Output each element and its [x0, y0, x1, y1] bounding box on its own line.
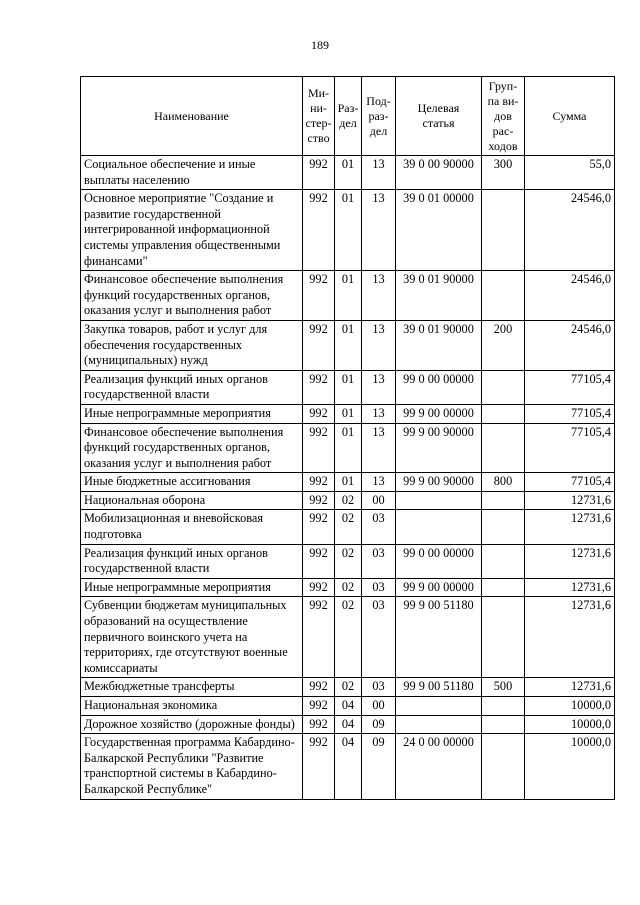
- cell-ministry: 992: [303, 190, 335, 271]
- cell-section: 02: [335, 597, 362, 678]
- cell-target: 99 9 00 90000: [396, 423, 482, 473]
- cell-name: Основное мероприятие "Создание и развитие государственной интегрированной информационной системы управления общественными финансами": [81, 190, 303, 271]
- cell-name: Межбюджетные трансферты: [81, 678, 303, 697]
- cell-target: 39 0 01 90000: [396, 271, 482, 321]
- cell-amount: 24546,0: [525, 320, 615, 370]
- cell-amount: 12731,6: [525, 510, 615, 544]
- cell-subsection: 13: [362, 156, 396, 190]
- cell-target: 99 0 00 00000: [396, 370, 482, 404]
- cell-expense-group: 200: [482, 320, 525, 370]
- cell-expense-group: [482, 578, 525, 597]
- cell-subsection: 03: [362, 544, 396, 578]
- table-row: [81, 271, 615, 321]
- cell-target: 39 0 00 90000: [396, 156, 482, 190]
- cell-ministry: 992: [303, 404, 335, 423]
- table-row: [81, 491, 615, 510]
- header-expense-group: [482, 77, 525, 156]
- cell-section: 02: [335, 678, 362, 697]
- cell-ministry: 992: [303, 473, 335, 492]
- cell-subsection: 03: [362, 597, 396, 678]
- cell-expense-group: [482, 715, 525, 734]
- header-subsection: [362, 77, 396, 156]
- cell-name: Национальная экономика: [81, 697, 303, 716]
- cell-section: 01: [335, 423, 362, 473]
- cell-ministry: 992: [303, 156, 335, 190]
- cell-name: Мобилизационная и вневойсковая подготовка: [81, 510, 303, 544]
- cell-target: [396, 715, 482, 734]
- cell-ministry: 992: [303, 578, 335, 597]
- header-section: [335, 77, 362, 156]
- cell-ministry: 992: [303, 320, 335, 370]
- cell-expense-group: [482, 734, 525, 799]
- cell-target: 99 9 00 00000: [396, 404, 482, 423]
- cell-target: 99 9 00 51180: [396, 678, 482, 697]
- cell-amount: 24546,0: [525, 190, 615, 271]
- cell-target: 99 0 00 00000: [396, 544, 482, 578]
- cell-section: 01: [335, 370, 362, 404]
- cell-subsection: 00: [362, 697, 396, 716]
- cell-expense-group: [482, 510, 525, 544]
- table-row: [81, 597, 615, 678]
- cell-name: Национальная оборона: [81, 491, 303, 510]
- cell-section: 02: [335, 510, 362, 544]
- cell-ministry: 992: [303, 370, 335, 404]
- cell-subsection: 13: [362, 271, 396, 321]
- cell-subsection: 09: [362, 715, 396, 734]
- table-row: [81, 370, 615, 404]
- cell-amount: 77105,4: [525, 370, 615, 404]
- cell-name: Финансовое обеспечение выполнения функций государственных органов, оказания услуг и выполнения работ: [81, 271, 303, 321]
- cell-target: 39 0 01 00000: [396, 190, 482, 271]
- cell-expense-group: [482, 370, 525, 404]
- table-row: [81, 578, 615, 597]
- table-row: [81, 697, 615, 716]
- cell-section: 01: [335, 473, 362, 492]
- cell-ministry: 992: [303, 491, 335, 510]
- cell-name: Закупка товаров, работ и услуг для обеспечения государственных (муниципальных) нужд: [81, 320, 303, 370]
- header-ministry-text: Ми- ни- стер- ство: [305, 86, 332, 145]
- cell-target: [396, 510, 482, 544]
- table-row: [81, 156, 615, 190]
- cell-name: Иные бюджетные ассигнования: [81, 473, 303, 492]
- cell-target: 24 0 00 00000: [396, 734, 482, 799]
- cell-name: Иные непрограммные мероприятия: [81, 578, 303, 597]
- cell-subsection: 13: [362, 404, 396, 423]
- header-name-text: Наименование: [154, 108, 229, 123]
- header-name: [81, 77, 303, 156]
- cell-ministry: 992: [303, 678, 335, 697]
- cell-section: 01: [335, 320, 362, 370]
- cell-section: 01: [335, 404, 362, 423]
- cell-subsection: 13: [362, 370, 396, 404]
- cell-subsection: 13: [362, 320, 396, 370]
- cell-expense-group: 300: [482, 156, 525, 190]
- cell-ministry: 992: [303, 271, 335, 321]
- cell-amount: 12731,6: [525, 491, 615, 510]
- cell-amount: 77105,4: [525, 404, 615, 423]
- cell-amount: 10000,0: [525, 715, 615, 734]
- budget-table: [80, 76, 615, 800]
- page-number: 189: [311, 38, 329, 52]
- cell-name: Реализация функций иных органов государственной власти: [81, 544, 303, 578]
- cell-target: 99 9 00 00000: [396, 578, 482, 597]
- cell-subsection: 13: [362, 190, 396, 271]
- cell-section: 04: [335, 697, 362, 716]
- table-row: [81, 715, 615, 734]
- table-row: [81, 423, 615, 473]
- table-row: [81, 190, 615, 271]
- header-row: [81, 77, 615, 156]
- header-target-text: Целевая статья: [417, 101, 460, 130]
- cell-name: Дорожное хозяйство (дорожные фонды): [81, 715, 303, 734]
- cell-name: Иные непрограммные мероприятия: [81, 404, 303, 423]
- cell-expense-group: [482, 491, 525, 510]
- table-row: [81, 320, 615, 370]
- cell-amount: 10000,0: [525, 697, 615, 716]
- header-target: [396, 77, 482, 156]
- cell-subsection: 03: [362, 678, 396, 697]
- cell-ministry: 992: [303, 734, 335, 799]
- cell-target: [396, 491, 482, 510]
- cell-target: 99 9 00 90000: [396, 473, 482, 492]
- header-amount-text: Сумма: [552, 108, 587, 123]
- cell-expense-group: [482, 544, 525, 578]
- cell-section: 01: [335, 156, 362, 190]
- cell-amount: 12731,6: [525, 678, 615, 697]
- cell-name: Реализация функций иных органов государственной власти: [81, 370, 303, 404]
- cell-name: Субвенции бюджетам муниципальных образований на осуществление первичного воинского учета на территориях, где отсутствуют военные комиссариаты: [81, 597, 303, 678]
- table-row: [81, 404, 615, 423]
- table-row: [81, 510, 615, 544]
- cell-expense-group: 500: [482, 678, 525, 697]
- table-row: [81, 734, 615, 799]
- cell-subsection: 09: [362, 734, 396, 799]
- cell-section: 01: [335, 271, 362, 321]
- cell-section: 01: [335, 190, 362, 271]
- cell-ministry: 992: [303, 423, 335, 473]
- cell-expense-group: [482, 423, 525, 473]
- cell-amount: 10000,0: [525, 734, 615, 799]
- cell-target: 99 9 00 51180: [396, 597, 482, 678]
- cell-ministry: 992: [303, 544, 335, 578]
- cell-subsection: 03: [362, 510, 396, 544]
- cell-section: 04: [335, 734, 362, 799]
- header-ministry: [303, 77, 335, 156]
- header-section-text: Раз- дел: [337, 101, 359, 130]
- cell-target: 39 0 01 90000: [396, 320, 482, 370]
- cell-expense-group: [482, 597, 525, 678]
- cell-section: 02: [335, 544, 362, 578]
- cell-expense-group: [482, 271, 525, 321]
- cell-amount: 12731,6: [525, 578, 615, 597]
- cell-expense-group: 800: [482, 473, 525, 492]
- cell-expense-group: [482, 697, 525, 716]
- table-row: [81, 473, 615, 492]
- cell-subsection: 03: [362, 578, 396, 597]
- cell-target: [396, 697, 482, 716]
- header-amount: [525, 77, 615, 156]
- cell-amount: 55,0: [525, 156, 615, 190]
- cell-name: Социальное обеспечение и иные выплаты населению: [81, 156, 303, 190]
- cell-name: Государственная программа Кабардино-Балкарской Республики "Развитие транспортной системы в Кабардино-Балкарской Республике": [81, 734, 303, 799]
- cell-subsection: 13: [362, 423, 396, 473]
- cell-expense-group: [482, 190, 525, 271]
- header-expense-group-text: Груп- па ви- дов рас- ходов: [487, 78, 519, 153]
- cell-ministry: 992: [303, 697, 335, 716]
- table-row: [81, 544, 615, 578]
- cell-amount: 77105,4: [525, 423, 615, 473]
- cell-amount: 12731,6: [525, 544, 615, 578]
- cell-expense-group: [482, 404, 525, 423]
- cell-section: 02: [335, 491, 362, 510]
- cell-subsection: 13: [362, 473, 396, 492]
- cell-subsection: 00: [362, 491, 396, 510]
- cell-amount: 24546,0: [525, 271, 615, 321]
- cell-ministry: 992: [303, 715, 335, 734]
- cell-amount: 77105,4: [525, 473, 615, 492]
- cell-section: 02: [335, 578, 362, 597]
- cell-section: 04: [335, 715, 362, 734]
- header-subsection-text: Под- раз- дел: [366, 93, 391, 138]
- cell-ministry: 992: [303, 597, 335, 678]
- cell-ministry: 992: [303, 510, 335, 544]
- cell-name: Финансовое обеспечение выполнения функций государственных органов, оказания услуг и выполнения работ: [81, 423, 303, 473]
- table-row: [81, 678, 615, 697]
- cell-amount: 12731,6: [525, 597, 615, 678]
